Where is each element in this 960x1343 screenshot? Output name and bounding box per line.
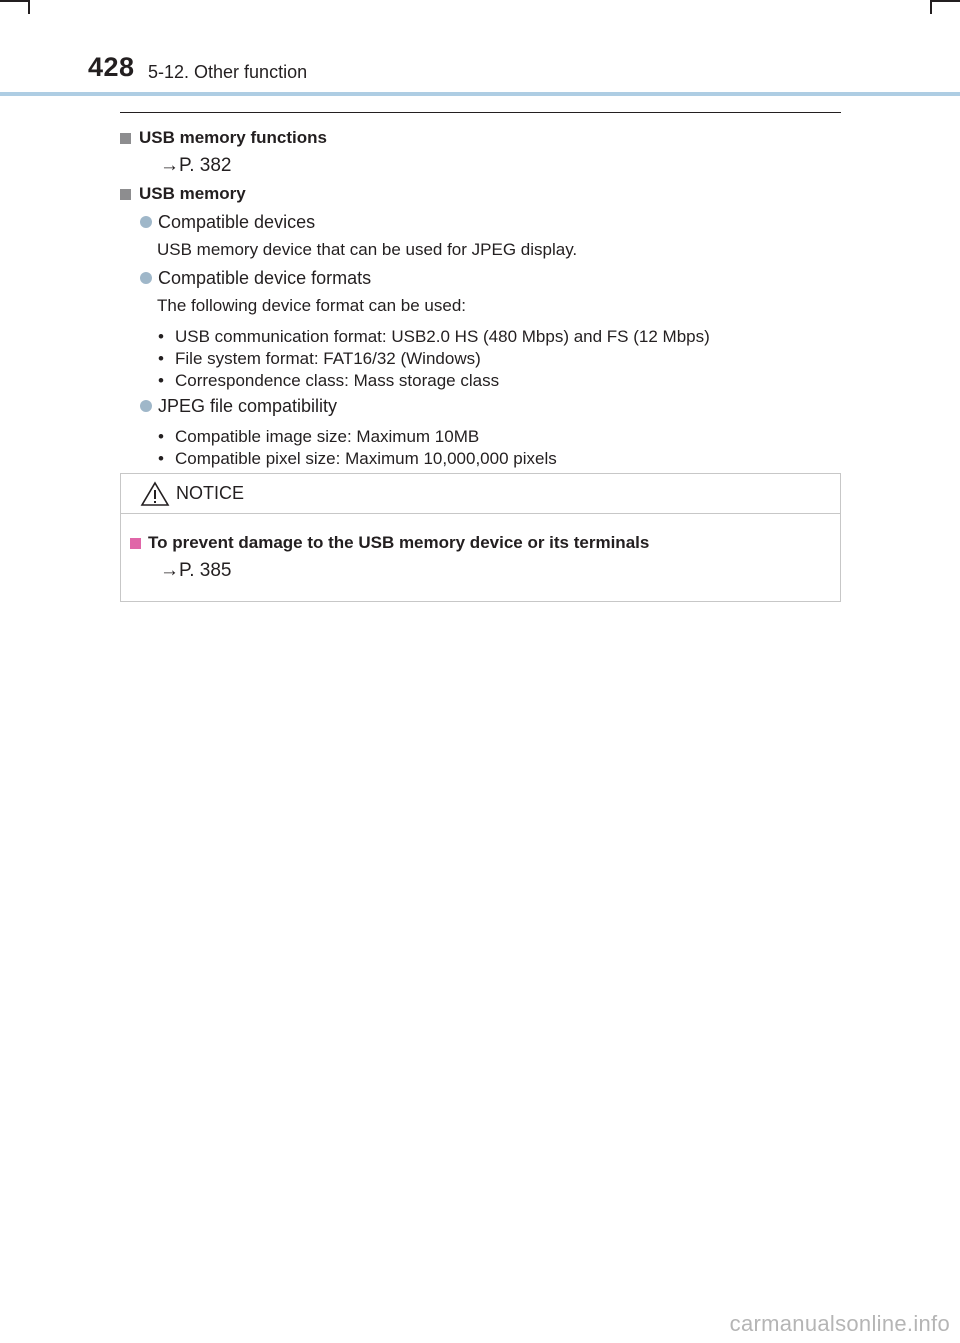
notice-item [121,530,840,556]
crop-mark [0,0,30,2]
crop-mark [930,0,932,14]
heading-usb-memory [120,180,840,208]
circle-bullet-icon [140,216,152,228]
subheading-text: Compatible devices [158,211,316,232]
page-number: 428 [88,52,135,82]
watermark: carmanualsonline.info [729,1311,950,1336]
heading-text: USB memory functions [139,128,327,147]
crop-mark [28,0,30,14]
page-reference-link[interactable]: →P. 382 [160,155,232,176]
square-bullet-icon [120,133,131,144]
circle-bullet-icon [140,272,152,284]
list-item: • Compatible pixel size: Maximum 10,000,000 pixels [158,449,557,468]
warning-icon [140,481,170,507]
circle-bullet-icon [140,400,152,412]
page-reference-link[interactable]: →P. 385 [160,560,232,581]
notice-header [121,474,840,514]
notice-item-text: To prevent damage to the USB memory device or its terminals [148,533,650,552]
divider [120,112,841,113]
crop-mark [930,0,960,2]
list-item: • File system format: FAT16/32 (Windows) [158,349,481,368]
list-item: • Correspondence class: Mass storage class [158,371,500,390]
subheading-compatible-formats [120,264,840,292]
section-title: 5-12. Other function [148,62,308,82]
paragraph: The following device format can be used: [157,296,467,315]
header-rule [0,92,960,96]
notice-box [120,473,841,602]
paragraph: USB memory device that can be used for JPEG display. [157,240,578,259]
subheading-text: Compatible device formats [158,267,372,288]
subheading-compatible-devices [120,208,840,236]
heading-usb-memory-functions [120,124,840,152]
list-item: • USB communication format: USB2.0 HS (480 Mbps) and FS (12 Mbps) [158,327,710,346]
subheading-text: JPEG file compatibility [158,395,338,416]
notice-title: NOTICE [176,483,245,503]
square-bullet-icon [130,538,141,549]
heading-text: USB memory [139,184,246,203]
notice-body [121,514,840,586]
subheading-jpeg-compatibility [120,392,840,420]
list-item: • Compatible image size: Maximum 10MB [158,427,480,446]
main-content [120,124,840,470]
square-bullet-icon [120,189,131,200]
